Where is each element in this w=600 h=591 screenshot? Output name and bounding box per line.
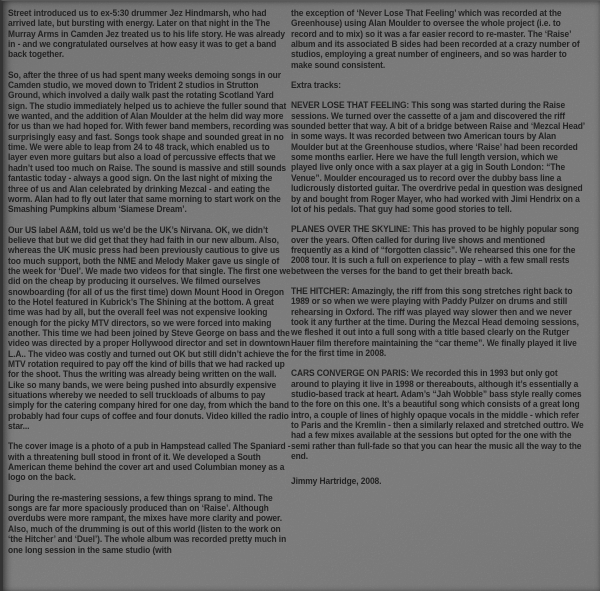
right-paragraph-remastering-continued: the exception of ‘Never Lose That Feeling’ which was recorded at the Greenhouse) using Alan Moulder to oversee the whole project (i.e. to record and to mix) so it was a far easier record to re-master. The ‘Raise’ album and its associated B sides had been recorded at a crazy number of studios, employing a great number of engineers, and so was harder to make sound consistent. — [291, 7, 580, 70]
left-paragraph-band-reunion: Street introduced us to ex-5:30 drummer Jez Hindmarsh, who had arrived late, but bursting with energy. Later on that night in the The Murray Arms in Camden Jez treated us to his life story. He was already in - and we congratulated ourselves at how easy it was to get a band back together. — [8, 7, 285, 60]
track-note-the-hitcher: THE HITCHER: Amazingly, the riff from this song stretches right back to 1989 or so when we were playing with Paddy Pulzer on drums and still rehearsing in Oxford. The riff was played way slower then and we never took it any further at the time. During the Mezcal Head demoing sessions, we fleshed it out into a full song with a title based clearly on the Rutger Hauer film therefore maintaining the “car theme”. We finally played it live for the first time in 2008. — [291, 284, 579, 358]
left-paragraph-remastering: During the re-mastering sessions, a few things sprang to mind. The songs are far more spaciously produced than on ‘Raise’. Although overdubs were more rampant, the mixes have more clarity and power. Also, much of the drumming is out of this world (listen to the work on ‘the Hitcher’ and ‘Duel’). The whole album was recorded pretty much in one long session in the same studio (with — [8, 491, 287, 555]
right-text-column — [291, 8, 586, 487]
track-note-never-lose-that-feeling: NEVER LOSE THAT FEELING: This song was started during the Raise sessions. We turned over the cassette of a jam and discovered the riff sounded better that way. A bit of a bridge between Raise and ‘Mezcal Head’ in some ways. It was recorded between two American tours by Alan Moulder but at the Greenhouse studios, where ‘Raise’ had been recorded some months earlier. Here we have the full length version, which we played live only once with a sax player at a gig in South London: “The Venue”. Moulder encouraged us to record over the dubby bass line a ludicrously distorted guitar. The overdrive pedal in question was designed by and bought from Roger Mayer, who had worked with Jimi Hendrix on a lot of his pedals. That guy had some good stories to tell. — [291, 99, 585, 214]
left-paragraph-cover-image: The cover image is a photo of a pub in Hampstead called The Spaniard - with a threatening bull stood in front of it. We developed a South American theme behind the cover art and used Columbian money as a logo on the back. — [8, 440, 291, 483]
track-note-planes-over-the-skyline: PLANES OVER THE SKYLINE: This has proved to be highly popular song over the years. Often called for during live shows and mentioned frequently as a kind of “forgotten classic”. We rehearsed this one for the 2008 tour. It is such a full on experience to play – with a few small rests between the verses for the band to get their breath back. — [291, 223, 579, 276]
left-paragraph-label-and-videos: Our US label A&M, told us we’d be the UK’s Nirvana. OK, we didn’t believe that but we did get that they had faith in our new album. Also, whereas the UK music press had been previously cautious to give us too much support, both the NME and Melody Maker gave us single of the week for ‘Duel’. We made two videos for that single. The first one we did on the cheap by producing it ourselves. We filmed ourselves snowboarding (for all of us the first time) down Mount Hood in Oregon to the Hotel featured in Kubrick’s The Shining at the bottom. A great time was had by all, but the overall feel was not expensive looking enough for the picky MTV directors, so we were forced into making another. This time we had been joined by Steve George on bass and the video was directed by a proper Hollywood director and set in downtown L.A.. The video was costly and turned out OK but still didn’t achieve the MTV rotation required to pay off the kind of bills that we had racked up for the shoot. Thus the writing was already being written on the wall. Like so many bands, we were being pushed into absurdly expensive situations whereby we needed to sell truckloads of albums to pay simply for the catering company hired for one day, from which the band probably had four cups of coffee and four donuts. Video killed the radio star... — [8, 223, 291, 432]
extra-tracks-heading: Extra tracks: — [291, 79, 341, 91]
track-note-cars-converge-on-paris: CARS CONVERGE ON PARIS: We recorded this in 1993 but only got around to playing it live in 1998 or thereabouts, although it’s essentially a studio-based track at heart. Adam’s “Jah Wobble” bass style really comes to the fore on this one. It’s a beautiful song which consists of a great long intro, a couple of lines of highly opaque vocals in the middle - which refer to Paris and the Kremlin - then a similarly relaxed and stretched outtro. We had a few mixes available at the sessions but opted for the one with the semi rather than full-fade so that you can hear the music all the way to the end. — [291, 367, 584, 462]
left-paragraph-recording-sessions: So, after the three of us had spent many weeks demoing songs in our Camden studio, we moved down to Trident 2 studios in Strutton Ground, which involved a daily walk past the rotating Scotland Yard sign. The studio immediately helped us to achieve the fuller sound that we wanted, and the addition of Alan Moulder at the helm did way more for us than we had hoped for. With fewer band members, recording was surprisingly easy and fast. Songs took shape and sounded great in no time. We were able to leap from 24 to 48 track, which enabled us to layer even more guitars but also a load of percussive effects that we hadn’t used too much on Raise. The sound is massive and still sounds fantastic today - always a good sign. On the last night of mixing the three of us and Alan celebrated by drinking Mezcal - and eating the worm. Alan had to fly out later that same morning to start work on the Smashing Pumpkins album ‘Siamese Dream’. — [8, 68, 289, 215]
left-text-column — [8, 8, 291, 555]
author-signature: Jimmy Hartridge, 2008. — [291, 475, 382, 487]
